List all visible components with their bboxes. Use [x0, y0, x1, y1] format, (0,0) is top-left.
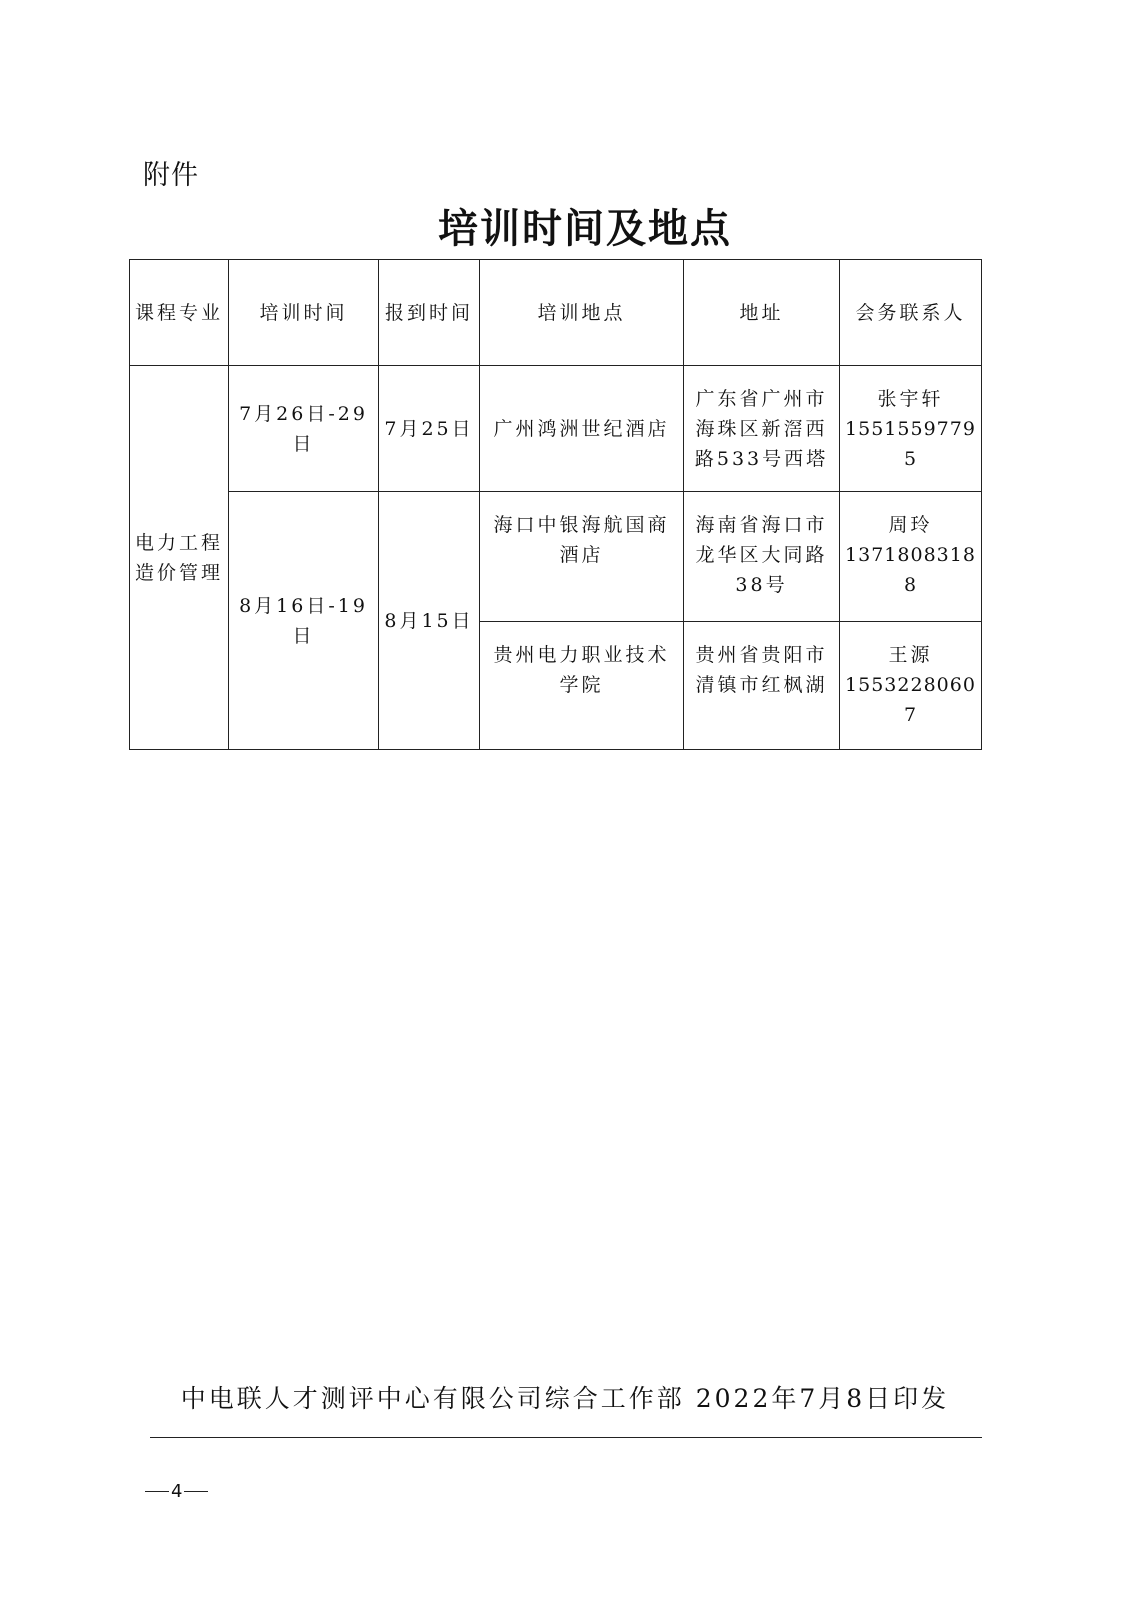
footer-divider	[150, 1437, 982, 1438]
header-course: 课程专业	[130, 260, 229, 366]
contact-cell	[840, 366, 982, 492]
contact-name: 张宇轩	[877, 387, 944, 410]
attachment-label: 附件	[143, 160, 199, 191]
training-time-cell: 8月16日-19日	[229, 492, 379, 750]
contact-cell	[840, 622, 982, 750]
header-venue: 培训地点	[480, 260, 684, 366]
header-report-time: 报到时间	[379, 260, 480, 366]
page-number-dash-left	[145, 1491, 169, 1492]
contact-cell	[840, 492, 982, 622]
training-time-cell: 7月26日-29日	[229, 366, 379, 492]
page-title: 培训时间及地点	[438, 206, 732, 252]
venue-cell: 贵州电力职业技术学院	[480, 622, 684, 750]
header-address: 地址	[684, 260, 840, 366]
page-number-value: 4	[171, 1481, 183, 1502]
venue-cell: 海口中银海航国商酒店	[480, 492, 684, 622]
issuer-footer: 中电联人才测评中心有限公司综合工作部 2022年7月8日印发	[180, 1384, 950, 1413]
address-cell: 海南省海口市龙华区大同路38号	[684, 492, 840, 622]
venue-cell: 广州鸿洲世纪酒店	[480, 366, 684, 492]
contact-name: 王源	[888, 644, 933, 666]
training-schedule-table	[129, 259, 982, 750]
table-row	[130, 492, 982, 622]
contact-phone: 15532280607	[845, 674, 976, 726]
header-contact: 会务联系人	[840, 260, 982, 366]
contact-phone: 15515597795	[845, 417, 976, 470]
address-cell: 广东省广州市海珠区新滘西路533号西塔	[684, 366, 840, 492]
address-cell: 贵州省贵阳市清镇市红枫湖	[684, 622, 840, 750]
contact-phone: 13718083188	[845, 544, 976, 596]
report-time-cell: 8月15日	[379, 492, 480, 750]
page-number-dash-right	[184, 1491, 208, 1492]
contact-name: 周玲	[888, 514, 933, 536]
course-cell: 电力工程造价管理	[130, 366, 229, 750]
table-row	[130, 366, 982, 492]
table-header-row	[130, 260, 982, 366]
header-training-time: 培训时间	[229, 260, 379, 366]
report-time-cell: 7月25日	[379, 366, 480, 492]
page-number	[145, 1481, 208, 1502]
